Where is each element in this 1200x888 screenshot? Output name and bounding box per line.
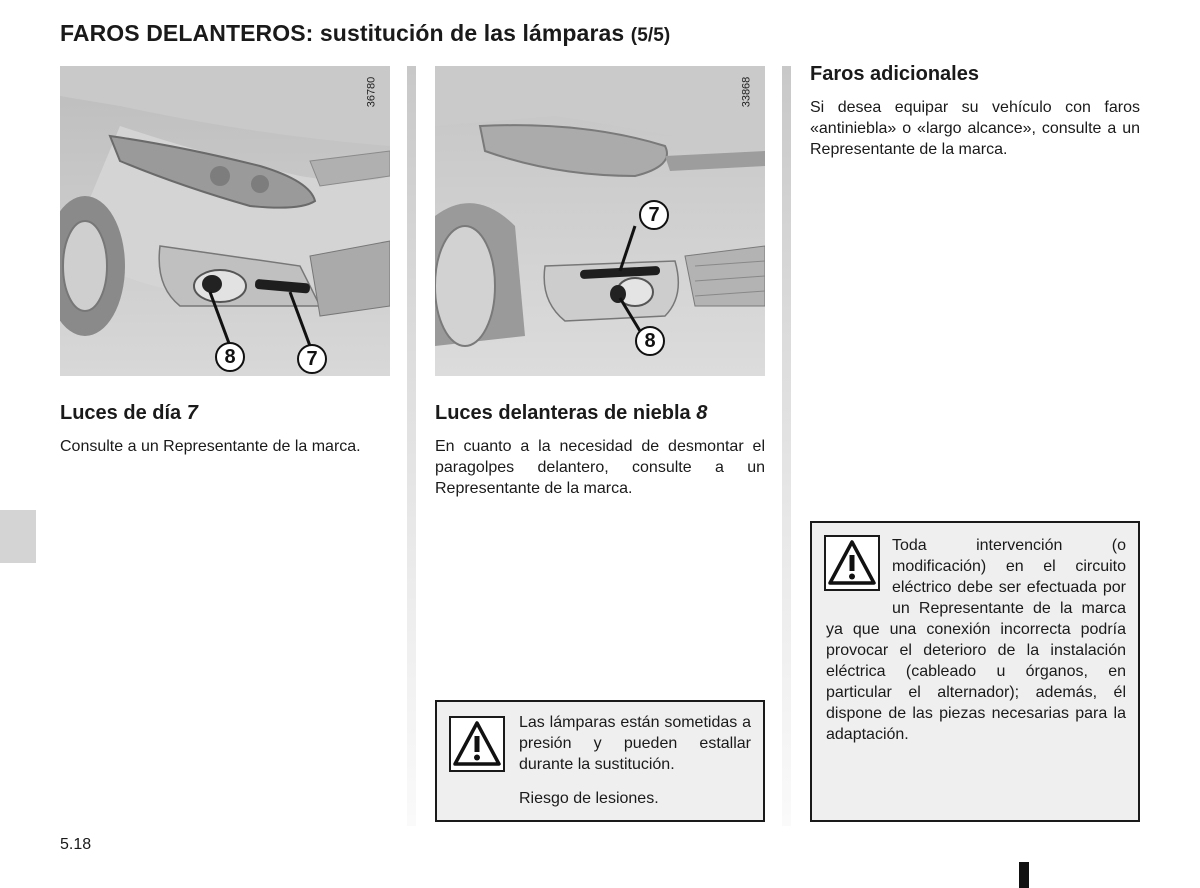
warning-text-risk: Riesgo de lesiones. [519,790,659,807]
icon-spacer [826,535,892,617]
section-text-additional: Si desea equipar su vehículo con faros «antiniebla» o «largo alcance», consulte a un Representante de la marca. [810,99,1140,158]
heading-text: Luces de día [60,402,182,424]
page-number: 5.18 [60,836,92,853]
car-front-illustration [60,66,390,376]
corner-mark [1019,862,1029,888]
section-heading-daytime [60,402,198,425]
warning-box-electrical [810,521,1140,822]
warning-triangle-icon [449,716,505,772]
car-front-illustration [435,66,765,376]
figure-fog-lights [435,66,765,376]
section-heading-fog [435,402,707,425]
warning-text [826,535,1126,745]
heading-text: Luces delanteras de niebla [435,402,691,424]
page-title-text: FAROS DELANTEROS: sustitución de las lámparas [60,20,625,46]
heading-ref: 7 [186,402,198,424]
warning-text-body: Toda intervención (o modificación) en el circuito eléctrico debe ser efectuada por un Representante de la marca ya que una conexión incorrecta podría provocar el deterioro de la instalación eléctrica (cableado u órganos, en particular el alternador); además, él dispone de las piezas necesarias para la adaptación. [826,537,1126,743]
figure-number: 33868 [740,76,753,108]
page-title-suffix: (5/5) [630,25,671,46]
chapter-tab [0,510,36,563]
warning-box-lamps [435,700,765,822]
callout-7: 7 [639,200,669,230]
callout-7: 7 [297,344,327,374]
warning-text: Las lámparas están sometidas a presión y pueden estallar durante la sustitución. [519,714,751,773]
heading-ref: 8 [696,402,708,424]
section-text-daytime: Consulte a un Representante de la marca. [60,438,361,455]
page-title [60,20,670,47]
callout-8: 8 [635,326,665,356]
section-text-fog: En cuanto a la necesidad de desmontar el paragolpes delantero, consulte a un Representante de la marca. [435,438,765,497]
heading-text: Faros adicionales [810,63,979,85]
figure-daytime-lights [60,66,390,376]
column-separator [407,66,416,826]
section-heading-additional [810,63,979,86]
figure-number: 36780 [365,76,378,108]
callout-8: 8 [215,342,245,372]
column-separator [782,66,791,826]
